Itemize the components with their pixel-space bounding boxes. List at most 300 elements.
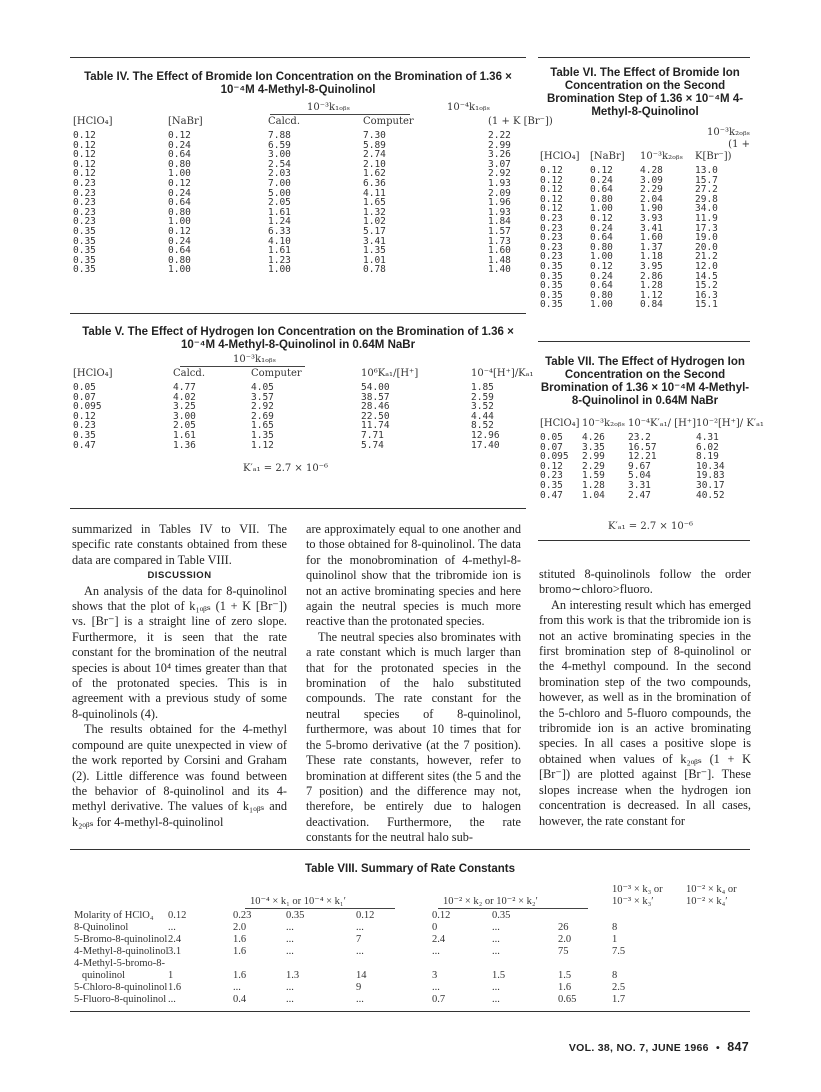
table-cell: 0.80: [168, 206, 191, 218]
table-cell: 6.33: [268, 225, 291, 237]
table-cell: 1.00: [590, 251, 613, 263]
table8-cell: 3.1: [168, 946, 182, 957]
table-cell: 0.07: [540, 441, 563, 453]
table-cell: 23.2: [628, 432, 651, 443]
table-cell: 1.00: [590, 203, 613, 215]
table-cell: 4.10: [268, 235, 291, 247]
table8-cell: 2.0: [233, 922, 247, 933]
table8-cell: 0.35: [492, 910, 511, 921]
table-cell: 1.24: [268, 216, 291, 228]
table-cell: 0.12: [590, 212, 613, 224]
table7-caption: Table VII. The Effect of Hydrogen Ion Concentration on the Second Bromination of 1.36 × 10⁻⁴M 4-Methyl-8-Quinolinol in 0.64M NaBr: [540, 356, 750, 407]
table8-row-label: 5-Bromo-8-quinolinol: [74, 934, 168, 945]
table-cell: 2.54: [268, 158, 291, 170]
table8-cell: ...: [492, 922, 500, 933]
table-cell: 0.35: [540, 289, 563, 301]
column-header: [HClO₄]: [540, 151, 580, 162]
table-cell: 0.12: [540, 460, 563, 472]
table-cell: 29.8: [695, 193, 718, 205]
table8-cell: ...: [432, 946, 440, 957]
table8-cell: 1.5: [558, 970, 572, 981]
table-cell: 1.28: [640, 280, 663, 292]
column-header: 10⁻²[H⁺]/ K′ₐ₁: [695, 418, 764, 429]
table-cell: 1.00: [268, 264, 291, 276]
table-cell: 11.9: [695, 212, 718, 224]
table-cell: 2.92: [251, 401, 274, 413]
column-header: Computer: [363, 116, 414, 127]
table-cell: 3.41: [640, 222, 663, 234]
table8-cell: ...: [356, 922, 364, 933]
table-cell: 0.64: [168, 197, 191, 209]
body-col-1: [72, 522, 287, 830]
table-cell: 1.61: [173, 429, 196, 441]
table-row: [540, 462, 764, 472]
table-cell: 1.61: [268, 245, 291, 257]
table6: [540, 151, 750, 310]
table-cell: 0.095: [73, 401, 102, 413]
table-cell: 54.00: [361, 382, 390, 393]
table-cell: 0.12: [590, 260, 613, 272]
table8-row-label: 4-Methyl-5-bromo-8-: [74, 958, 165, 969]
table8-cell: ...: [233, 982, 241, 993]
table-cell: 0.12: [540, 174, 563, 186]
table-cell: 20.0: [695, 241, 718, 253]
table8-group2-underline: [438, 908, 588, 909]
paragraph: stituted 8-quinolinols follow the order bromo∼chloro>fluoro.: [539, 567, 751, 597]
table-cell: 1.32: [363, 206, 386, 218]
table-cell: 15.2: [695, 280, 718, 292]
table8-row-label: 4-Methyl-8-quinolinol: [74, 946, 169, 957]
table-cell: 1.59: [582, 470, 605, 482]
table8-cell: ...: [492, 994, 500, 1005]
table-cell: 4.05: [251, 382, 274, 393]
table-cell: 2.59: [471, 391, 494, 403]
table-cell: 0.64: [590, 184, 613, 196]
table8-cell: ...: [492, 934, 500, 945]
table-cell: 3.93: [640, 212, 663, 224]
table-cell: 40.52: [695, 489, 725, 501]
table6-header-top: 10⁻³k₂ₒᵦₛ: [707, 127, 750, 138]
table-cell: 0.12: [73, 168, 96, 180]
table4-bottom-rule: [70, 313, 526, 314]
intro-paragraph: summarized in Tables IV to VII. The specific rate constants obtained from these data are compared in Table VIII.: [72, 522, 287, 567]
top-rule-left: [70, 57, 526, 58]
table-cell: 1.12: [640, 289, 663, 301]
table8-cell: ...: [286, 994, 294, 1005]
table-cell: 7.30: [363, 130, 386, 141]
table-cell: 0.12: [168, 177, 191, 189]
table7-bottom-rule: [538, 540, 750, 541]
table-cell: 1.84: [488, 216, 511, 228]
table8-cell: 2.0: [558, 934, 572, 945]
table6-header-mid: (1 +: [728, 139, 750, 150]
table-cell: 3.07: [488, 158, 511, 170]
table-cell: 1.85: [471, 382, 494, 393]
table-cell: 1.61: [268, 206, 291, 218]
table-cell: 0.23: [540, 251, 563, 263]
table-cell: 1.57: [488, 225, 511, 237]
table-cell: 0.80: [590, 289, 613, 301]
table-cell: 1.00: [168, 168, 191, 180]
table-cell: 9.67: [628, 460, 651, 472]
table-cell: 5.74: [361, 439, 384, 451]
table-cell: 1.40: [488, 264, 511, 276]
table-cell: 17.40: [471, 439, 500, 451]
table8-cell: ...: [286, 922, 294, 933]
column-header: 10⁻⁴K′ₐ₁/ [H⁺]: [628, 418, 696, 429]
table-cell: 6.02: [695, 441, 719, 453]
table-cell: 2.03: [268, 168, 291, 180]
table-cell: 1.02: [363, 216, 386, 228]
table5-footnote: K′ₐ₁ = 2.7 × 10⁻⁶: [243, 463, 328, 474]
table-cell: 4.28: [640, 165, 663, 176]
table-cell: 1.00: [590, 299, 613, 311]
table-cell: 19.83: [695, 470, 725, 482]
table-cell: 1.65: [251, 420, 274, 432]
column-header: K[Br⁻]): [695, 151, 732, 162]
table-cell: 1.65: [363, 197, 386, 209]
table-cell: 0.47: [73, 439, 96, 451]
table-cell: 0.84: [640, 299, 663, 311]
table-cell: 0.12: [540, 184, 563, 196]
paragraph: An interesting result which has emerged from this work is that the tribromide ion is not an active brominating species in the first bromination step of 8-quinolinol or the 4-methyl compound. In the second bromination step of the two compounds, however, as well as in the bromination of the 5-chloro and 5-fluoro compounds, the tribromide ion is an active brominating species. In all cases a positive slope is obtained when values of k₂ₒᵦₛ (1 + K [Br⁻]) are plotted against [Br⁻]. These slopes increase when the hydrogen ion concentration is decreased. In all cases, however, the rate constant for: [539, 597, 751, 828]
table8-row-label: 5-Fluoro-8-quinolinol: [74, 994, 167, 1005]
table-cell: 2.69: [251, 410, 274, 422]
table8-cell: ...: [286, 982, 294, 993]
table8-cell: 14: [356, 970, 367, 981]
table-cell: 12.0: [695, 260, 718, 272]
table-cell: 0.23: [540, 470, 563, 482]
table8-cell: 2.5: [612, 982, 626, 993]
table-cell: 3.52: [471, 401, 494, 413]
table-cell: 3.26: [488, 149, 511, 161]
table-cell: 0.35: [540, 260, 563, 272]
table-cell: 0.47: [540, 489, 563, 501]
table-cell: 2.04: [640, 193, 663, 205]
table-cell: 5.17: [363, 225, 386, 237]
table-cell: 6.59: [268, 139, 291, 151]
table8-cell: ...: [492, 982, 500, 993]
table8-top-rule: [70, 849, 750, 850]
table-cell: 0.35: [73, 245, 96, 257]
table8-cell: 7.5: [612, 946, 626, 957]
table-cell: 0.24: [168, 235, 191, 247]
table-cell: 2.05: [268, 197, 291, 209]
table8-cell: 8: [612, 970, 618, 981]
table-cell: 1.93: [488, 177, 511, 189]
table8-cell: 3: [432, 970, 438, 981]
table-row: [540, 471, 764, 481]
table-cell: 0.24: [590, 270, 613, 282]
table-cell: 0.12: [168, 225, 191, 237]
table-cell: 2.99: [582, 451, 605, 463]
table-cell: 0.35: [73, 429, 96, 441]
table8-bottom-rule: [70, 1011, 750, 1012]
table8-group2: 10⁻² × k₂ or 10⁻² × k₂′: [443, 896, 538, 907]
table-cell: 2.47: [628, 489, 651, 501]
table8-cell: ...: [432, 982, 440, 993]
table8-cell: 8: [612, 922, 618, 933]
table-row: [73, 441, 541, 451]
table-cell: 1.60: [640, 232, 663, 244]
table7-footnote: K′ₐ₁ = 2.7 × 10⁻⁶: [608, 521, 693, 532]
column-header: 10⁶Kₐ₁/[H⁺]: [361, 368, 419, 379]
table-cell: 1.00: [168, 264, 191, 276]
table5: [73, 368, 541, 450]
column-header: Computer: [251, 368, 302, 379]
table-cell: 1.35: [363, 245, 386, 257]
table-cell: 1.60: [488, 245, 511, 257]
table-cell: 34.0: [695, 203, 718, 215]
table-cell: 2.92: [488, 168, 511, 180]
table-cell: 1.12: [251, 439, 274, 451]
table8-row-label: Molarity of HClO₄: [74, 910, 154, 921]
discussion-heading: DISCUSSION: [147, 570, 212, 582]
table-cell: 2.10: [363, 158, 386, 170]
table-cell: 0.12: [168, 130, 191, 141]
table-cell: 2.22: [488, 130, 511, 141]
table-cell: 4.44: [471, 410, 494, 422]
table-cell: 3.35: [582, 441, 605, 453]
table-cell: 7.00: [268, 177, 291, 189]
column-header: [HClO₄]: [73, 368, 113, 379]
table8-cell: 2.4: [168, 934, 182, 945]
column-header: (1 + K [Br⁻]): [488, 116, 553, 127]
table8-cell: 1.6: [168, 982, 182, 993]
body-col-3: [539, 567, 751, 829]
column-header: Calcd.: [268, 116, 300, 127]
top-rule-right: [538, 57, 750, 58]
table-cell: 3.09: [640, 174, 663, 186]
page-number: 847: [727, 1040, 749, 1054]
table8-cell: 0.65: [558, 994, 577, 1005]
table-cell: 0.24: [590, 174, 613, 186]
table-cell: 3.31: [628, 479, 651, 491]
table-cell: 1.73: [488, 235, 511, 247]
table8-cell: 1.3: [286, 970, 300, 981]
table-cell: 4.02: [173, 391, 196, 403]
table-cell: 5.04: [628, 470, 651, 482]
table-cell: 0.64: [590, 280, 613, 292]
table5-caption: Table V. The Effect of Hydrogen Ion Concentration on the Bromination of 1.36 × 10⁻⁴M 4-Methyl-8-Quinolinol in 0.64M NaBr: [82, 326, 514, 351]
table-cell: 0.12: [590, 165, 613, 176]
table4-group-underline: [270, 114, 410, 115]
journal-issue: VOL. 38, NO. 7, JUNE 1966: [568, 1042, 709, 1054]
table-cell: 4.11: [363, 187, 386, 199]
table-cell: 4.26: [582, 432, 605, 443]
table8-group4-line2: 10⁻² × k₄′: [686, 896, 728, 907]
table-cell: 0.23: [73, 197, 96, 209]
table8-cell: ...: [168, 922, 176, 933]
table-cell: 0.35: [73, 254, 96, 266]
table8-body: [74, 910, 754, 1005]
table-cell: 38.57: [361, 391, 390, 403]
table-cell: 3.57: [251, 391, 274, 403]
table-cell: 1.00: [168, 216, 191, 228]
table-cell: 3.00: [173, 410, 196, 422]
table-cell: 0.12: [73, 149, 96, 161]
table-row: [540, 452, 764, 462]
table8-cell: 1: [168, 970, 174, 981]
table-cell: 30.17: [695, 479, 725, 491]
table-cell: 2.99: [488, 139, 511, 151]
table8-cell: 0.12: [168, 910, 187, 921]
table-cell: 7.71: [361, 429, 384, 441]
table-cell: 0.35: [73, 225, 96, 237]
table-cell: 28.46: [361, 401, 390, 413]
table8-cell: 1.6: [233, 970, 247, 981]
paragraph: An analysis of the data for 8-quinolinol shows that the plot of k₁ₒᵦₛ (1 + K [Br⁻]) vs. [Br⁻] is a straight line of zero slope. Furthermore, it is seen that the rate constant for the bromination of the neutral species is about 10⁴ times greater than that of the protonated species. This is in agreement with a previous study of some 8-quinolinols (4).: [72, 583, 287, 721]
table8-cell: 1.6: [233, 934, 247, 945]
table-cell: 1.93: [488, 206, 511, 218]
column-header: 10⁻³k₂ₒᵦₛ: [582, 418, 625, 429]
table-cell: 1.01: [363, 254, 386, 266]
table8-group1-underline: [245, 908, 395, 909]
table4: [73, 116, 578, 275]
table8-cell: ...: [286, 934, 294, 945]
table4-last-header-top: 10⁻⁴k₁ₒᵦₛ: [447, 102, 490, 113]
table-cell: 12.21: [628, 451, 657, 463]
column-header: [NaBr]: [168, 116, 203, 127]
table-row: [540, 300, 750, 310]
table-cell: 17.3: [695, 222, 718, 234]
table8-cell: ...: [492, 946, 500, 957]
table-cell: 0.12: [73, 130, 96, 141]
table5-bottom-rule: [70, 508, 526, 509]
table-cell: 0.23: [540, 241, 563, 253]
table-cell: 1.04: [582, 489, 605, 501]
table-cell: 2.09: [488, 187, 511, 199]
table4-group-header: 10⁻³k₁ₒᵦₛ: [307, 102, 350, 113]
table-cell: 0.80: [590, 241, 613, 253]
table-cell: 0.24: [168, 139, 191, 151]
table-cell: 0.12: [73, 158, 96, 170]
table-cell: 8.19: [695, 451, 719, 463]
table-cell: 0.80: [168, 254, 191, 266]
table-cell: 0.095: [540, 451, 569, 463]
table-cell: 2.05: [173, 420, 196, 432]
table-cell: 0.12: [540, 203, 563, 215]
table-cell: 1.96: [488, 197, 511, 209]
table-cell: 1.62: [363, 168, 386, 180]
table8-cell: 0.7: [432, 994, 446, 1005]
table8-cell: ...: [286, 946, 294, 957]
table7: [540, 418, 764, 500]
table-cell: 0.78: [363, 264, 386, 276]
table-cell: 0.07: [73, 391, 96, 403]
table8-caption: Table VIII. Summary of Rate Constants: [304, 863, 516, 875]
table8-group3-line2: 10⁻³ × k₃′: [612, 896, 654, 907]
table-cell: 15.7: [695, 174, 718, 186]
body-col-2: [306, 522, 521, 846]
table-cell: 16.57: [628, 441, 657, 453]
table-cell: 1.90: [640, 203, 663, 215]
table-cell: 4.31: [695, 432, 719, 443]
table-cell: 1.18: [640, 251, 663, 263]
table-cell: 0.35: [540, 270, 563, 282]
table-cell: 1.28: [582, 479, 605, 491]
table-cell: 0.64: [168, 245, 191, 257]
column-header: [NaBr]: [590, 151, 625, 162]
table-cell: 6.36: [363, 177, 386, 189]
table-cell: 1.36: [173, 439, 196, 451]
paragraph: The results obtained for the 4-methyl compound are quite unexpected in view of the work reported by Corsini and Graham (2). Little difference was found between the behavior of 8-quinolinol and its 4-methyl derivative. The values of k₁ₒᵦₛ and k₂ₒᵦₛ for 4-methyl-8-quinolinol: [72, 722, 287, 829]
table-cell: 2.86: [640, 270, 663, 282]
table-cell: 3.95: [640, 260, 663, 272]
table-cell: 0.24: [168, 187, 191, 199]
table8-cell: 1.6: [233, 946, 247, 957]
table8-cell: 26: [558, 922, 569, 933]
table-cell: 3.00: [268, 149, 291, 161]
table-cell: 12.96: [471, 429, 500, 441]
table-cell: 0.35: [540, 299, 563, 311]
table-cell: 0.23: [540, 212, 563, 224]
table-cell: 0.12: [73, 410, 96, 422]
table-cell: 2.74: [363, 149, 386, 161]
table-row: [540, 481, 764, 491]
table-cell: 0.23: [73, 177, 96, 189]
table-cell: 1.23: [268, 254, 291, 266]
table8-cell: 2.4: [432, 934, 446, 945]
table-cell: 0.12: [540, 193, 563, 205]
column-header: 10⁻⁴[H⁺]/Kₐ₁: [471, 368, 534, 379]
table-cell: 0.05: [73, 382, 96, 393]
table-row: [73, 265, 578, 275]
table8-group4-line1: 10⁻² × k₄ or: [686, 884, 737, 895]
table-cell: 22.50: [361, 410, 390, 422]
table8-row-label: 5-Chloro-8-quinolinol: [74, 982, 168, 993]
column-header: Calcd.: [173, 368, 205, 379]
table8-cell: 1: [612, 934, 618, 945]
table-row: [540, 491, 764, 501]
table8-cell: ...: [356, 994, 364, 1005]
table8-group3-line1: 10⁻³ × k₃ or: [612, 884, 663, 895]
table8-cell: 1.6: [558, 982, 572, 993]
table-cell: 5.00: [268, 187, 291, 199]
table-cell: 11.74: [361, 420, 390, 432]
table-cell: 0.35: [540, 280, 563, 292]
table-cell: 2.29: [582, 460, 605, 472]
table-cell: 0.23: [540, 232, 563, 244]
column-header: [HClO₄]: [540, 418, 580, 429]
table-cell: 0.64: [590, 232, 613, 244]
table-cell: 0.80: [168, 158, 191, 170]
table8-cell: 0.12: [356, 910, 375, 921]
table-cell: 3.41: [363, 235, 386, 247]
table-cell: 0.23: [73, 206, 96, 218]
table-cell: 0.80: [590, 193, 613, 205]
table-cell: 0.35: [540, 479, 563, 491]
column-header: 10⁻³k₂ₒᵦₛ: [640, 151, 683, 162]
table-cell: 1.35: [251, 429, 274, 441]
table-cell: 0.05: [540, 432, 563, 443]
table8-cell: 0.12: [432, 910, 451, 921]
table-cell: 14.5: [695, 270, 718, 282]
table8-cell: 0.4: [233, 994, 247, 1005]
table8-cell: 1.5: [492, 970, 506, 981]
table8-cell: 0: [432, 922, 438, 933]
table-cell: 0.12: [73, 139, 96, 151]
table-cell: 0.12: [540, 165, 563, 176]
table8-cell: 75: [558, 946, 569, 957]
footer-bullet: •: [716, 1042, 721, 1054]
table-cell: 4.77: [173, 382, 196, 393]
table-cell: 19.0: [695, 232, 718, 244]
table8-row-label: quinolinol: [74, 970, 126, 981]
paragraph: The neutral species also brominates with a rate constant which is much larger than that for the protonated species in the bromination of the halo substituted compounds. The rate constant for the neutral species of 8-quinolinol, furthermore, was about 10 times that for the 5-bromo derivative (at the 7 position). These rate constants, however, refer to bromination at different sites (the 5 and the 7 position) and the difference may not, therefore, be entirely due to halogen deactivation. Furthermore, the rate constants for the neutral halo sub-: [306, 629, 521, 845]
table8-group1: 10⁻⁴ × k₁ or 10⁻⁴ × k₁′: [250, 896, 346, 907]
table-cell: 2.29: [640, 184, 663, 196]
